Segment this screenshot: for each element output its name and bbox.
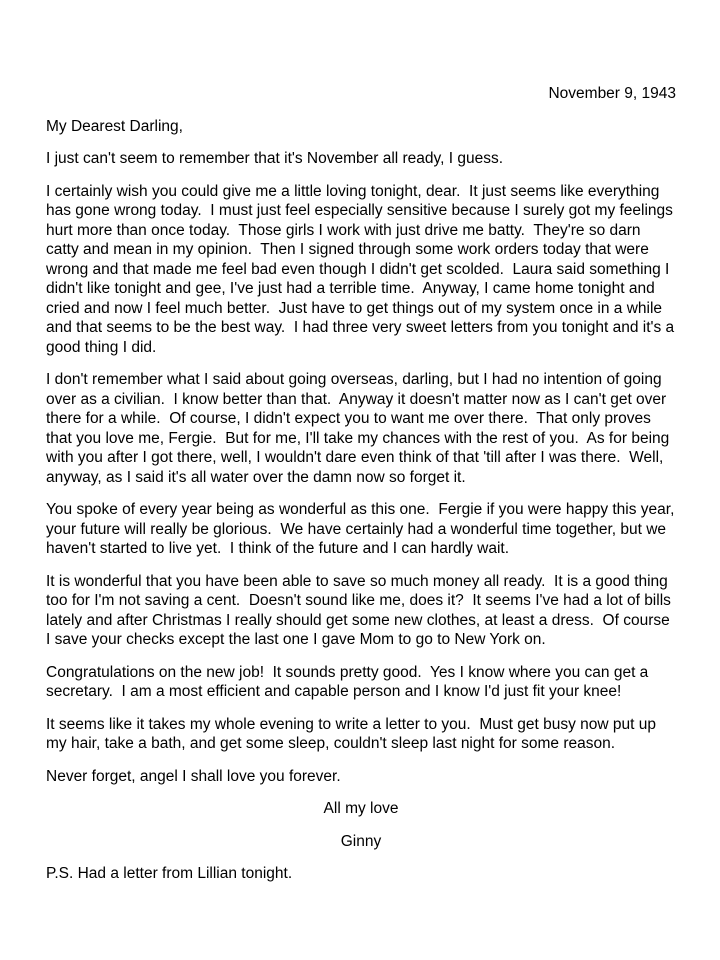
salutation: My Dearest Darling, xyxy=(46,117,183,135)
postscript: P.S. Had a letter from Lillian tonight. xyxy=(46,865,293,882)
letter-paragraph: I certainly wish you could give me a little loving tonight, dear. It just seems like everything has gone wrong today. I must just feel especially sensitive because I surely got my feelings hurt more than once today. Those girls I work with just drive me batty. They're so darn catty and mean in my opinion. Then I signed through some work orders today that were wrong and that made me feel bad even though I didn't get scolded. Laura said something I didn't like tonight and gee, I've just had a terrible time. Anyway, I came home tonight and cried and now I feel much better. Just have to get things out of my system once in a while and that seems to be the best way. I had three very sweet letters from you tonight and it's a good thing I did. xyxy=(46,182,679,356)
letter-paragraph: I just can't seem to remember that it's November all ready, I guess. xyxy=(46,150,504,167)
letter-paragraph: It seems like it takes my whole evening to write a letter to you. Must get busy now put up my hair, take a bath, and get some sleep, couldn't sleep last night for some reason. xyxy=(46,715,661,752)
letter-paragraph: I don't remember what I said about going overseas, darling, but I had no intention of going over as a civilian. I know better than that. Anyway it doesn't matter now as I can't get over there for a while. Of course, I didn't expect you to want me over there. That only proves that you love me, Fergie. But for me, I'll take my chances with the rest of you. As for being with you after I got there, well, I wouldn't dare even think of that 'till after I was there. Well, anyway, as I said it's all water over the damn now so forget it. xyxy=(46,371,674,486)
closing: All my love xyxy=(323,800,399,817)
letter-paragraph: It is wonderful that you have been able to save so much money all ready. It is a good thing too for I'm not saving a cent. Doesn't sound like me, does it? It seems I've had a lot of bills lately and after Christmas I really should get some new clothes, at least a dress. Of course I save your checks except the last one I gave Mom to go to New York on. xyxy=(46,572,676,648)
letter-paragraph: Never forget, angel I shall love you forever. xyxy=(46,767,341,785)
letter-paragraph: You spoke of every year being as wonderful as this one. Fergie if you were happy this year, your future will really be glorious. We have certainly had a wonderful time together, but we haven't started to live yet. I think of the future and I can hardly wait. xyxy=(46,501,679,557)
letter-paragraph: Congratulations on the new job! It sounds pretty good. Yes I know where you can get a secretary. I am a most efficient and capable person and I know I'd just fit your knee! xyxy=(46,663,653,700)
signature: Ginny xyxy=(340,832,382,850)
letter-date: November 9, 1943 xyxy=(548,85,676,102)
